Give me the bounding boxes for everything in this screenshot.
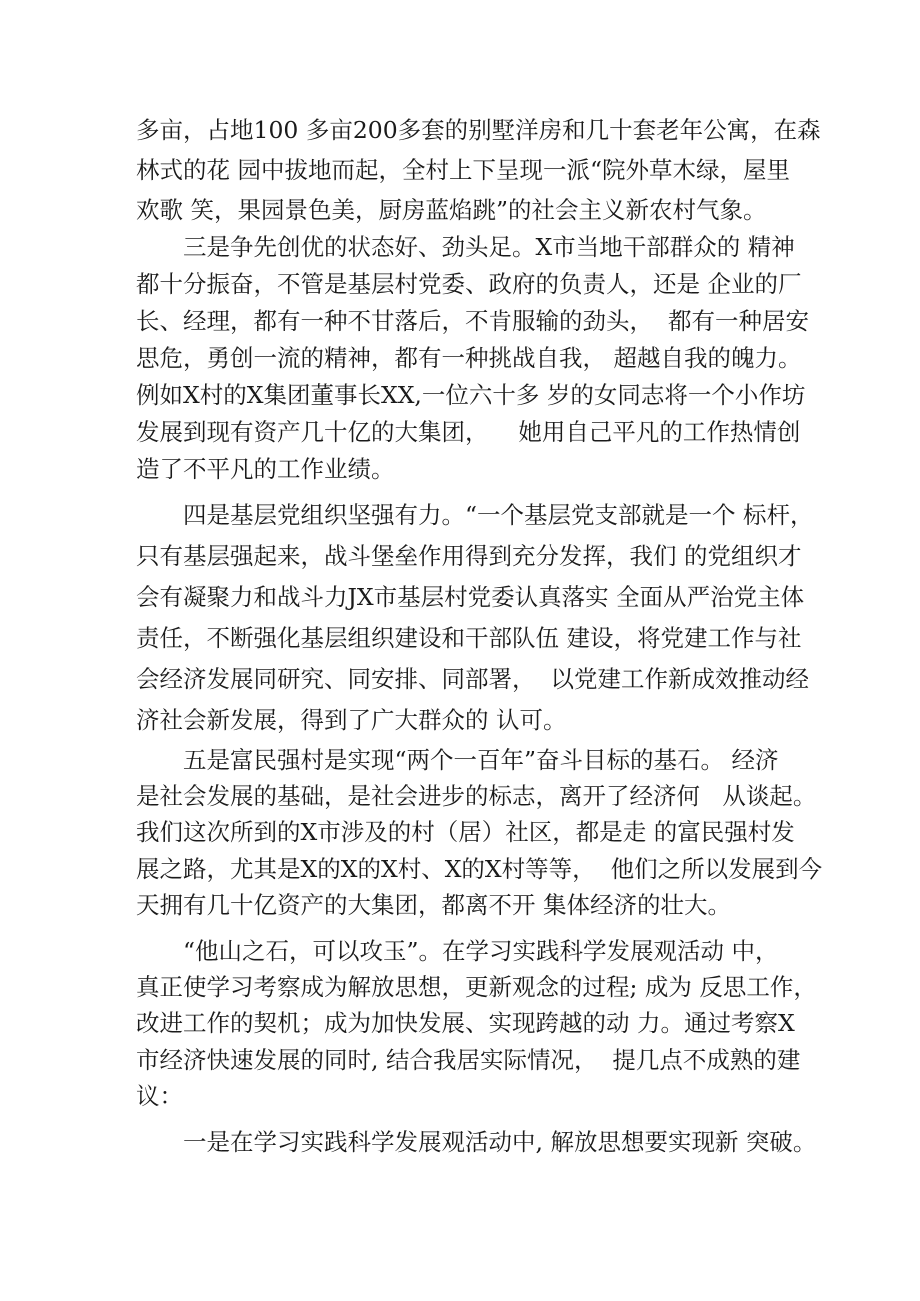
text-line: 责任，不断强化基层组织建设和干部队伍 建设，将党建工作与社: [136, 624, 802, 652]
text-line: 四是基层党组织坚强有力。“一个基层党支部就是一个 标杆，: [183, 501, 814, 529]
text-line: 都十分振奋，不管是基层村党委、政府的负责人，还是 企业的厂: [136, 270, 802, 298]
text-line: 会有凝聚力和战斗力JX市基层村党委认真落实 全面从严治党主体: [136, 583, 805, 611]
text-line: 会经济发展同研究、同安排、同部署， 以党建工作新成效推动经: [136, 665, 809, 693]
text-line: 欢歌 笑，果园景色美，厨房蓝焰跳”的社会主义新农村气象。: [136, 196, 767, 224]
text-line: 市经济快速发展的同时, 结合我居实际情况， 提几点不成熟的建: [136, 1046, 801, 1074]
text-line: 是社会发展的基础，是社会进步的标志，离开了经济何 从谈起。: [136, 782, 817, 810]
text-line: 天拥有几十亿资产的大集团，都离不开 集体经济的壮大。: [136, 891, 731, 919]
text-line: “他山之石，可以攻玉”。在学习实践科学发展观活动 中，: [183, 937, 779, 965]
text-line: 林式的花 园中拔地而起，全村上下呈现一派“院外草木绿，屋里: [136, 156, 790, 184]
text-line: 多亩，占地100 多亩200多套的别墅洋房和几十套老年公寓，在森: [136, 116, 821, 144]
text-line: 议：: [136, 1082, 183, 1110]
text-line: 三是争先创优的状态好、劲头足。X市当地干部群众的 精神: [183, 233, 795, 261]
text-line: 长、经理，都有一种不甘落后，不肯服输的劲头， 都有一种居安: [136, 307, 809, 335]
text-line: 造了不平凡的工作业绩。: [136, 455, 395, 483]
text-line: 思危，勇创一流的精神，都有一种挑战自我， 超越自我的魄力。: [136, 344, 802, 372]
text-line: 发展到现有资产几十亿的大集团， 她用自己平凡的工作热情创: [136, 418, 801, 446]
text-line: 真正使学习考察成为解放思想，更新观念的过程; 成为 反思工作，: [136, 973, 817, 1001]
text-line: 一是在学习实践科学发展观活动中, 解放思想要实现新 突破。: [183, 1128, 817, 1156]
text-line: 只有基层强起来，战斗堡垒作用得到充分发挥，我们 的党组织才: [136, 542, 802, 570]
text-line: 展之路，尤其是X的X的X村、X的X村等等， 他们之所以发展到今: [136, 855, 823, 883]
text-line: 五是富民强村是实现“两个一百年”奋斗目标的基石。 经济: [183, 746, 779, 774]
text-line: 济社会新发展，得到了广大群众的 认可。: [136, 706, 567, 734]
text-line: 改进工作的契机；成为加快发展、实现跨越的动 力。通过考察X: [136, 1009, 795, 1037]
text-line: 我们这次所到的X市涉及的村（居）社区，都是走 的富民强村发: [136, 818, 795, 846]
text-line: 例如X村的X集团董事长XX,一位六十多 岁的女同志将一个小作坊: [136, 381, 806, 409]
